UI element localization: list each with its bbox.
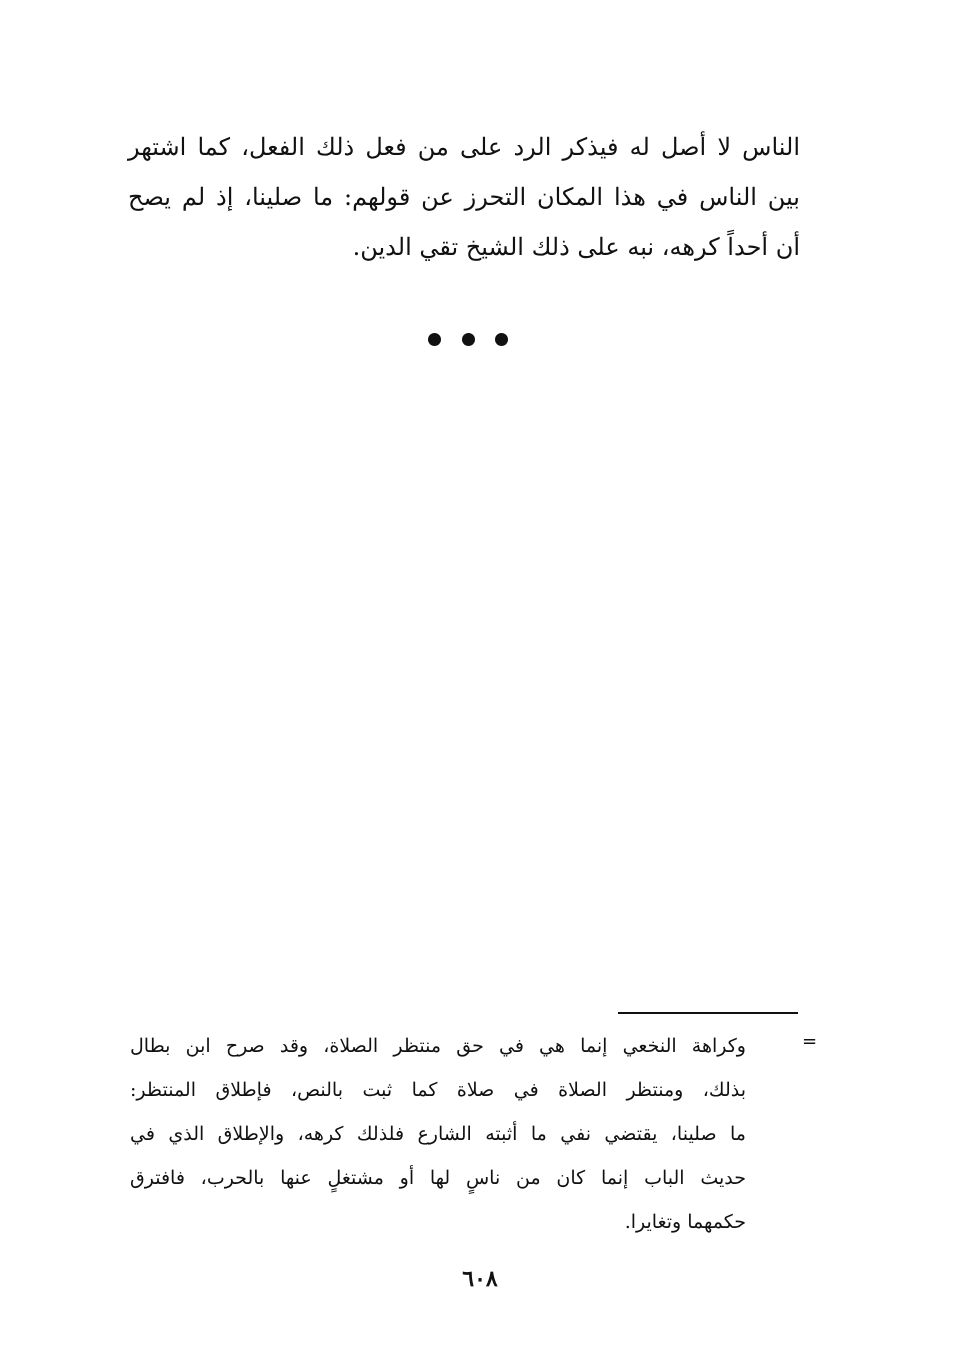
footnote-text [130,1024,746,1244]
footnote-line: ما صلينا، يقتضي نفي ما أثبته الشارع فلذلك كرهه، والإطلاق الذي في [130,1123,746,1145]
footnote-line: وكراهة النخعي إنما هي في حق منتظر الصلاة، وقد صرح ابن بطال [130,1035,746,1057]
body-line: الناس لا أصل له فيذكر الرد على من فعل ذلك الفعل، كما اشتهر [128,133,800,161]
separator-dot [428,333,441,346]
footnote-continuation-marker: = [802,1031,818,1052]
body-line: أن أحداً كرهه، نبه على ذلك الشيخ تقي الدين. [352,233,800,261]
page-number: ٦٠٨ [462,1266,498,1292]
footnote-line: حديث الباب إنما كان من ناسٍ لها أو مشتغلٍ عنها بالحرب، فافترق [130,1167,746,1189]
footnote-divider [618,1012,798,1014]
main-body-text [128,122,800,272]
footnote-line: حكمهما وتغايرا. [624,1211,746,1233]
separator-dot [495,333,508,346]
section-separator [428,330,508,348]
body-line: بين الناس في هذا المكان التحرز عن قولهم: ما صلينا، إذ لم يصح [128,183,800,211]
separator-dot [462,333,475,346]
footnote-line: بذلك، ومنتظر الصلاة في صلاة كما ثبت بالنص، فإطلاق المنتظر: [130,1079,746,1101]
